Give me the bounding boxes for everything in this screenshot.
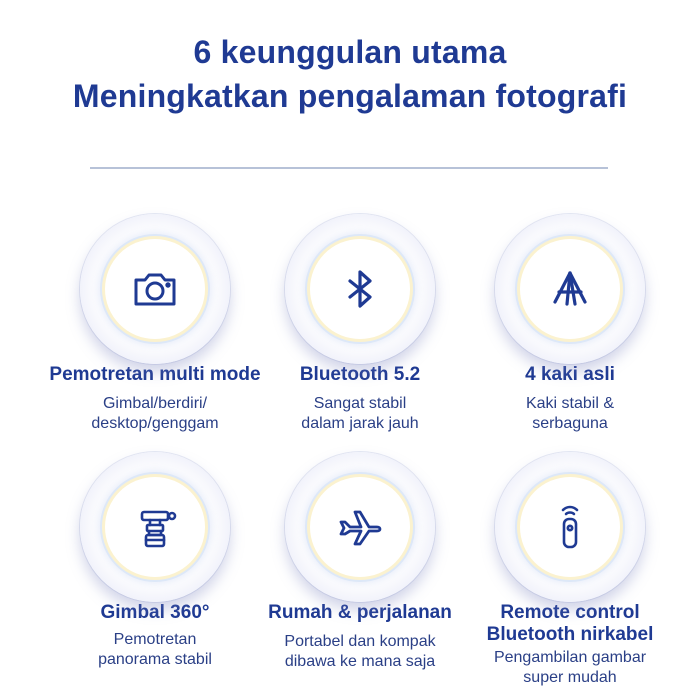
- feature-desc-line2: desktop/genggam: [91, 415, 219, 432]
- feature-travel: [245, 452, 475, 672]
- feature-title: Bluetooth 5.2: [299, 364, 421, 385]
- feature-desc-line1: Sangat stabil: [313, 395, 407, 412]
- remote-control-icon: [545, 502, 595, 552]
- feature-desc-line1: Gimbal/berdiri/: [102, 395, 208, 412]
- divider: [90, 167, 608, 169]
- feature-title-line2: Bluetooth nirkabel: [486, 624, 654, 645]
- feature-desc-line1: Pengambilan gambar: [493, 649, 647, 666]
- tripod-icon: [545, 264, 595, 314]
- feature-remote-control: [455, 452, 685, 688]
- icon-badge: [495, 214, 645, 364]
- icon-badge: [285, 452, 435, 602]
- feature-desc-line1: Portabel dan kompak: [284, 633, 436, 650]
- feature-desc-line2: super mudah: [523, 669, 617, 686]
- feature-title: 4 kaki asli: [525, 364, 615, 385]
- icon-badge: [80, 214, 230, 364]
- feature-desc-line2: panorama stabil: [98, 651, 212, 668]
- bluetooth-icon: [335, 264, 385, 314]
- page-title: 6 keunggulan utama: [193, 34, 507, 70]
- airplane-icon: [335, 502, 385, 552]
- feature-title: Pemotretan multi mode: [49, 364, 261, 385]
- feature-desc-line2: dalam jarak jauh: [301, 415, 419, 432]
- feature-multi-mode: [40, 214, 270, 434]
- icon-badge: [495, 452, 645, 602]
- feature-four-legs: [455, 214, 685, 434]
- feature-desc-line2: serbaguna: [532, 415, 608, 432]
- icon-badge: [285, 214, 435, 364]
- feature-bluetooth: [245, 214, 475, 434]
- feature-desc-line2: dibawa ke mana saja: [284, 653, 436, 670]
- feature-title: Rumah & perjalanan: [268, 602, 452, 623]
- feature-gimbal: [40, 452, 270, 670]
- feature-title: Remote control: [500, 602, 640, 623]
- header: [0, 30, 700, 118]
- feature-title: Gimbal 360°: [100, 602, 210, 623]
- camera-icon: [130, 264, 180, 314]
- feature-desc-line1: Pemotretan: [113, 631, 197, 648]
- icon-badge: [80, 452, 230, 602]
- gimbal-icon: [130, 502, 180, 552]
- page-subtitle: Meningkatkan pengalaman fotografi: [72, 78, 628, 114]
- feature-desc-line1: Kaki stabil &: [525, 395, 615, 412]
